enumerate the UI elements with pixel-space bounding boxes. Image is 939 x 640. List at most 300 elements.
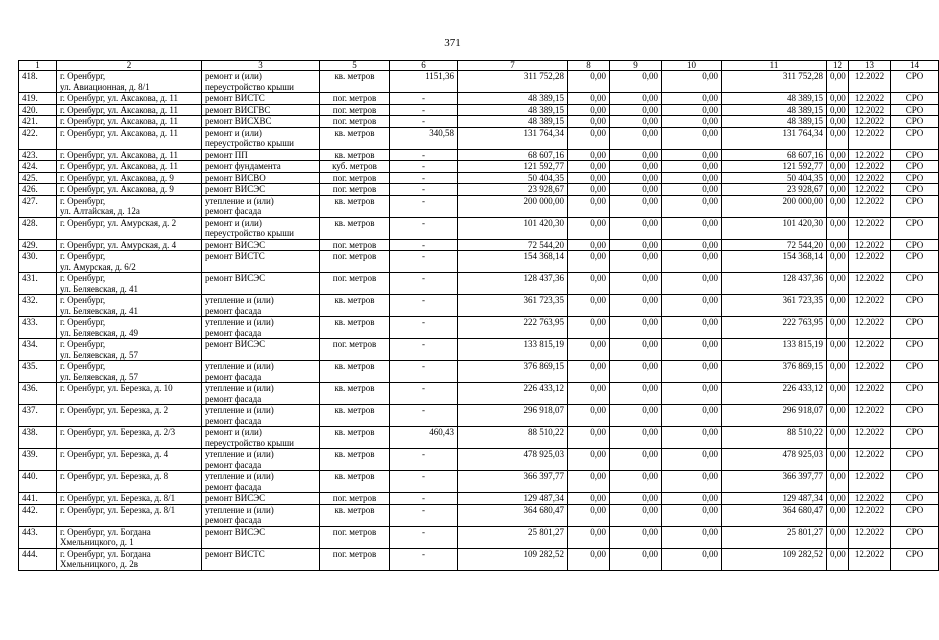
col12-cell: 0,00 xyxy=(827,251,849,273)
address-cell: г. Оренбург, ул. Амурская, д. 4 xyxy=(57,239,202,251)
col9-cell: 0,00 xyxy=(610,548,662,570)
col11-cell: 200 000,00 xyxy=(722,195,827,217)
unit-cell: пог. метров xyxy=(320,339,390,361)
work-type-cell: ремонт ВИСЭС xyxy=(202,339,320,361)
total-cost-cell: 48 389,15 xyxy=(458,93,568,105)
col9-cell: 0,00 xyxy=(610,127,662,149)
column-header-8: 8 xyxy=(568,61,610,71)
row-number: 421. xyxy=(19,116,57,128)
col8-cell: 0,00 xyxy=(568,273,610,295)
row-number: 434. xyxy=(19,339,57,361)
row-number: 432. xyxy=(19,295,57,317)
total-cost-cell: 121 592,77 xyxy=(458,161,568,173)
unit-cell: пог. метров xyxy=(320,93,390,105)
col11-cell: 133 815,19 xyxy=(722,339,827,361)
org-cell: СРО xyxy=(891,449,939,471)
col12-cell: 0,00 xyxy=(827,493,849,505)
col12-cell: 0,00 xyxy=(827,471,849,493)
work-type-cell: утепление и (или) ремонт фасада xyxy=(202,504,320,526)
col11-cell: 364 680,47 xyxy=(722,504,827,526)
row-number: 427. xyxy=(19,195,57,217)
date-cell: 12.2022 xyxy=(849,317,891,339)
unit-cell: пог. метров xyxy=(320,116,390,128)
col11-cell: 226 433,12 xyxy=(722,383,827,405)
quantity-cell: - xyxy=(390,361,458,383)
org-cell: СРО xyxy=(891,195,939,217)
col12-cell: 0,00 xyxy=(827,116,849,128)
address-cell: г. Оренбург, ул. Аксакова, д. 11 xyxy=(57,149,202,161)
table-row xyxy=(19,361,939,383)
date-cell: 12.2022 xyxy=(849,526,891,548)
work-type-cell: утепление и (или) ремонт фасада xyxy=(202,471,320,493)
col9-cell: 0,00 xyxy=(610,361,662,383)
col10-cell: 0,00 xyxy=(662,339,722,361)
org-cell: СРО xyxy=(891,427,939,449)
work-type-cell: ремонт ВИСГВС xyxy=(202,104,320,116)
table-row xyxy=(19,273,939,295)
org-cell: СРО xyxy=(891,184,939,196)
col12-cell: 0,00 xyxy=(827,383,849,405)
quantity-cell: - xyxy=(390,526,458,548)
col9-cell: 0,00 xyxy=(610,161,662,173)
work-type-cell: утепление и (или) ремонт фасада xyxy=(202,405,320,427)
col11-cell: 222 763,95 xyxy=(722,317,827,339)
col12-cell: 0,00 xyxy=(827,339,849,361)
table-row xyxy=(19,548,939,570)
address-cell: г. Оренбург, ул. Аксакова, д. 9 xyxy=(57,184,202,196)
col9-cell: 0,00 xyxy=(610,383,662,405)
col12-cell: 0,00 xyxy=(827,71,849,93)
unit-cell: кв. метров xyxy=(320,427,390,449)
quantity-cell: - xyxy=(390,339,458,361)
row-number: 429. xyxy=(19,239,57,251)
col9-cell: 0,00 xyxy=(610,317,662,339)
col10-cell: 0,00 xyxy=(662,317,722,339)
col10-cell: 0,00 xyxy=(662,195,722,217)
date-cell: 12.2022 xyxy=(849,471,891,493)
col10-cell: 0,00 xyxy=(662,504,722,526)
col9-cell: 0,00 xyxy=(610,471,662,493)
col9-cell: 0,00 xyxy=(610,184,662,196)
total-cost-cell: 200 000,00 xyxy=(458,195,568,217)
org-cell: СРО xyxy=(891,548,939,570)
date-cell: 12.2022 xyxy=(849,184,891,196)
col9-cell: 0,00 xyxy=(610,295,662,317)
date-cell: 12.2022 xyxy=(849,273,891,295)
col10-cell: 0,00 xyxy=(662,93,722,105)
col9-cell: 0,00 xyxy=(610,93,662,105)
row-number: 423. xyxy=(19,149,57,161)
table-row xyxy=(19,172,939,184)
col8-cell: 0,00 xyxy=(568,548,610,570)
table-body xyxy=(19,71,939,571)
column-header-12: 12 xyxy=(827,61,849,71)
unit-cell: пог. метров xyxy=(320,526,390,548)
col12-cell: 0,00 xyxy=(827,127,849,149)
address-cell: г. Оренбург, ул. Березка, д. 8 xyxy=(57,471,202,493)
quantity-cell: - xyxy=(390,548,458,570)
row-number: 433. xyxy=(19,317,57,339)
total-cost-cell: 101 420,30 xyxy=(458,217,568,239)
work-type-cell: утепление и (или) ремонт фасада xyxy=(202,449,320,471)
col8-cell: 0,00 xyxy=(568,172,610,184)
work-type-cell: ремонт ВИСТС xyxy=(202,93,320,105)
quantity-cell: - xyxy=(390,449,458,471)
col11-cell: 25 801,27 xyxy=(722,526,827,548)
org-cell: СРО xyxy=(891,104,939,116)
total-cost-cell: 226 433,12 xyxy=(458,383,568,405)
col8-cell: 0,00 xyxy=(568,116,610,128)
col10-cell: 0,00 xyxy=(662,493,722,505)
org-cell: СРО xyxy=(891,504,939,526)
table-row xyxy=(19,493,939,505)
org-cell: СРО xyxy=(891,93,939,105)
col10-cell: 0,00 xyxy=(662,383,722,405)
work-type-cell: ремонт ВИСЭС xyxy=(202,239,320,251)
col10-cell: 0,00 xyxy=(662,273,722,295)
col8-cell: 0,00 xyxy=(568,493,610,505)
col11-cell: 129 487,34 xyxy=(722,493,827,505)
col10-cell: 0,00 xyxy=(662,239,722,251)
quantity-cell: - xyxy=(390,295,458,317)
table-row xyxy=(19,93,939,105)
col12-cell: 0,00 xyxy=(827,161,849,173)
row-number: 436. xyxy=(19,383,57,405)
page-number: 371 xyxy=(444,37,461,49)
col9-cell: 0,00 xyxy=(610,239,662,251)
col9-cell: 0,00 xyxy=(610,172,662,184)
col11-cell: 296 918,07 xyxy=(722,405,827,427)
col8-cell: 0,00 xyxy=(568,295,610,317)
table-row xyxy=(19,116,939,128)
col11-cell: 361 723,35 xyxy=(722,295,827,317)
row-number: 435. xyxy=(19,361,57,383)
unit-cell: пог. метров xyxy=(320,172,390,184)
date-cell: 12.2022 xyxy=(849,504,891,526)
address-cell: г. Оренбург, ул. Березка, д. 2/3 xyxy=(57,427,202,449)
table-row xyxy=(19,383,939,405)
address-cell: г. Оренбург, ул. Беляевская, д. 41 xyxy=(57,273,202,295)
column-header-2: 2 xyxy=(57,61,202,71)
work-type-cell: утепление и (или) ремонт фасада xyxy=(202,383,320,405)
col11-cell: 311 752,28 xyxy=(722,71,827,93)
total-cost-cell: 376 869,15 xyxy=(458,361,568,383)
column-header-3: 3 xyxy=(202,61,320,71)
col9-cell: 0,00 xyxy=(610,526,662,548)
unit-cell: пог. метров xyxy=(320,493,390,505)
total-cost-cell: 50 404,35 xyxy=(458,172,568,184)
work-type-cell: ремонт и (или) переустройство крыши xyxy=(202,71,320,93)
org-cell: СРО xyxy=(891,471,939,493)
work-type-cell: ремонт ВИСЭС xyxy=(202,184,320,196)
unit-cell: кв. метров xyxy=(320,149,390,161)
col10-cell: 0,00 xyxy=(662,104,722,116)
table-row xyxy=(19,71,939,93)
work-type-cell: утепление и (или) ремонт фасада xyxy=(202,295,320,317)
table-row xyxy=(19,195,939,217)
work-type-cell: ремонт ПП xyxy=(202,149,320,161)
col9-cell: 0,00 xyxy=(610,195,662,217)
quantity-cell: - xyxy=(390,161,458,173)
address-cell: г. Оренбург, ул. Авиационная, д. 8/1 xyxy=(57,71,202,93)
total-cost-cell: 72 544,20 xyxy=(458,239,568,251)
row-number: 444. xyxy=(19,548,57,570)
row-number: 439. xyxy=(19,449,57,471)
col11-cell: 23 928,67 xyxy=(722,184,827,196)
col11-cell: 154 368,14 xyxy=(722,251,827,273)
quantity-cell: 460,43 xyxy=(390,427,458,449)
org-cell: СРО xyxy=(891,339,939,361)
col11-cell: 366 397,77 xyxy=(722,471,827,493)
total-cost-cell: 311 752,28 xyxy=(458,71,568,93)
col12-cell: 0,00 xyxy=(827,93,849,105)
col12-cell: 0,00 xyxy=(827,548,849,570)
total-cost-cell: 129 487,34 xyxy=(458,493,568,505)
col12-cell: 0,00 xyxy=(827,273,849,295)
quantity-cell: - xyxy=(390,104,458,116)
date-cell: 12.2022 xyxy=(849,195,891,217)
col10-cell: 0,00 xyxy=(662,116,722,128)
col12-cell: 0,00 xyxy=(827,295,849,317)
quantity-cell: 340,58 xyxy=(390,127,458,149)
address-cell: г. Оренбург, ул. Беляевская, д. 49 xyxy=(57,317,202,339)
address-cell: г. Оренбург, ул. Аксакова, д. 11 xyxy=(57,93,202,105)
work-type-cell: ремонт и (или) переустройство крыши xyxy=(202,127,320,149)
quantity-cell: - xyxy=(390,93,458,105)
unit-cell: пог. метров xyxy=(320,548,390,570)
table-row xyxy=(19,161,939,173)
col10-cell: 0,00 xyxy=(662,405,722,427)
quantity-cell: - xyxy=(390,251,458,273)
col11-cell: 131 764,34 xyxy=(722,127,827,149)
unit-cell: кв. метров xyxy=(320,195,390,217)
date-cell: 12.2022 xyxy=(849,251,891,273)
col12-cell: 0,00 xyxy=(827,104,849,116)
unit-cell: кв. метров xyxy=(320,71,390,93)
org-cell: СРО xyxy=(891,149,939,161)
total-cost-cell: 88 510,22 xyxy=(458,427,568,449)
address-cell: г. Оренбург, ул. Алтайская, д. 12а xyxy=(57,195,202,217)
address-cell: г. Оренбург, ул. Аксакова, д. 11 xyxy=(57,127,202,149)
work-type-cell: ремонт ВИСЭС xyxy=(202,493,320,505)
col8-cell: 0,00 xyxy=(568,195,610,217)
date-cell: 12.2022 xyxy=(849,427,891,449)
org-cell: СРО xyxy=(891,361,939,383)
col8-cell: 0,00 xyxy=(568,71,610,93)
row-number: 438. xyxy=(19,427,57,449)
unit-cell: кв. метров xyxy=(320,449,390,471)
date-cell: 12.2022 xyxy=(849,493,891,505)
work-type-cell: ремонт фундамента xyxy=(202,161,320,173)
org-cell: СРО xyxy=(891,317,939,339)
date-cell: 12.2022 xyxy=(849,548,891,570)
unit-cell: пог. метров xyxy=(320,273,390,295)
col9-cell: 0,00 xyxy=(610,149,662,161)
table-row xyxy=(19,239,939,251)
col12-cell: 0,00 xyxy=(827,427,849,449)
unit-cell: пог. метров xyxy=(320,251,390,273)
quantity-cell: - xyxy=(390,273,458,295)
table-row xyxy=(19,504,939,526)
col9-cell: 0,00 xyxy=(610,217,662,239)
date-cell: 12.2022 xyxy=(849,172,891,184)
col10-cell: 0,00 xyxy=(662,548,722,570)
col8-cell: 0,00 xyxy=(568,449,610,471)
total-cost-cell: 68 607,16 xyxy=(458,149,568,161)
col9-cell: 0,00 xyxy=(610,405,662,427)
quantity-cell: - xyxy=(390,504,458,526)
date-cell: 12.2022 xyxy=(849,217,891,239)
work-type-cell: ремонт ВИСТС xyxy=(202,548,320,570)
col12-cell: 0,00 xyxy=(827,504,849,526)
column-number-header-row xyxy=(19,61,939,71)
unit-cell: кв. метров xyxy=(320,217,390,239)
col11-cell: 68 607,16 xyxy=(722,149,827,161)
work-type-cell: ремонт ВИСХВС xyxy=(202,116,320,128)
row-number: 430. xyxy=(19,251,57,273)
total-cost-cell: 296 918,07 xyxy=(458,405,568,427)
col9-cell: 0,00 xyxy=(610,504,662,526)
date-cell: 12.2022 xyxy=(849,295,891,317)
total-cost-cell: 109 282,52 xyxy=(458,548,568,570)
col9-cell: 0,00 xyxy=(610,273,662,295)
quantity-cell: - xyxy=(390,172,458,184)
date-cell: 12.2022 xyxy=(849,383,891,405)
col12-cell: 0,00 xyxy=(827,449,849,471)
col8-cell: 0,00 xyxy=(568,504,610,526)
col11-cell: 48 389,15 xyxy=(722,116,827,128)
org-cell: СРО xyxy=(891,217,939,239)
unit-cell: кв. метров xyxy=(320,317,390,339)
table-row xyxy=(19,317,939,339)
col8-cell: 0,00 xyxy=(568,361,610,383)
unit-cell: кв. метров xyxy=(320,361,390,383)
col12-cell: 0,00 xyxy=(827,526,849,548)
date-cell: 12.2022 xyxy=(849,116,891,128)
total-cost-cell: 48 389,15 xyxy=(458,116,568,128)
col11-cell: 48 389,15 xyxy=(722,104,827,116)
column-header-1: 1 xyxy=(19,61,57,71)
date-cell: 12.2022 xyxy=(849,361,891,383)
col12-cell: 0,00 xyxy=(827,184,849,196)
total-cost-cell: 222 763,95 xyxy=(458,317,568,339)
row-number: 420. xyxy=(19,104,57,116)
column-header-13: 13 xyxy=(849,61,891,71)
unit-cell: пог. метров xyxy=(320,184,390,196)
work-type-cell: утепление и (или) ремонт фасада xyxy=(202,361,320,383)
address-cell: г. Оренбург, ул. Беляевская, д. 41 xyxy=(57,295,202,317)
work-type-cell: ремонт и (или) переустройство крыши xyxy=(202,427,320,449)
col10-cell: 0,00 xyxy=(662,172,722,184)
address-cell: г. Оренбург, ул. Аксакова, д. 11 xyxy=(57,161,202,173)
org-cell: СРО xyxy=(891,405,939,427)
address-cell: г. Оренбург, ул. Аксакова, д. 9 xyxy=(57,172,202,184)
col9-cell: 0,00 xyxy=(610,427,662,449)
col10-cell: 0,00 xyxy=(662,251,722,273)
total-cost-cell: 364 680,47 xyxy=(458,504,568,526)
col11-cell: 50 404,35 xyxy=(722,172,827,184)
date-cell: 12.2022 xyxy=(849,104,891,116)
col8-cell: 0,00 xyxy=(568,317,610,339)
repair-schedule-table xyxy=(18,60,939,571)
quantity-cell: - xyxy=(390,493,458,505)
table-row xyxy=(19,251,939,273)
org-cell: СРО xyxy=(891,295,939,317)
unit-cell: кв. метров xyxy=(320,504,390,526)
unit-cell: пог. метров xyxy=(320,239,390,251)
address-cell: г. Оренбург, ул. Амурская, д. 2 xyxy=(57,217,202,239)
work-type-cell: ремонт ВИСЭС xyxy=(202,273,320,295)
row-number: 431. xyxy=(19,273,57,295)
total-cost-cell: 23 928,67 xyxy=(458,184,568,196)
unit-cell: пог. метров xyxy=(320,104,390,116)
work-type-cell: ремонт ВИСВО xyxy=(202,172,320,184)
column-header-5: 5 xyxy=(320,61,390,71)
col9-cell: 0,00 xyxy=(610,71,662,93)
column-header-6: 6 xyxy=(390,61,458,71)
total-cost-cell: 48 389,15 xyxy=(458,104,568,116)
table-row xyxy=(19,526,939,548)
row-number: 440. xyxy=(19,471,57,493)
date-cell: 12.2022 xyxy=(849,449,891,471)
col9-cell: 0,00 xyxy=(610,449,662,471)
row-number: 437. xyxy=(19,405,57,427)
col8-cell: 0,00 xyxy=(568,405,610,427)
col10-cell: 0,00 xyxy=(662,526,722,548)
table-row xyxy=(19,104,939,116)
table-row xyxy=(19,127,939,149)
quantity-cell: - xyxy=(390,149,458,161)
col12-cell: 0,00 xyxy=(827,149,849,161)
address-cell: г. Оренбург, ул. Беляевская, д. 57 xyxy=(57,361,202,383)
column-header-14: 14 xyxy=(891,61,939,71)
unit-cell: куб. метров xyxy=(320,161,390,173)
col11-cell: 48 389,15 xyxy=(722,93,827,105)
row-number: 428. xyxy=(19,217,57,239)
col11-cell: 101 420,30 xyxy=(722,217,827,239)
column-header-9: 9 xyxy=(610,61,662,71)
quantity-cell: - xyxy=(390,317,458,339)
work-type-cell: ремонт ВИСЭС xyxy=(202,526,320,548)
address-cell: г. Оренбург, ул. Березка, д. 8/1 xyxy=(57,493,202,505)
table-row xyxy=(19,427,939,449)
col12-cell: 0,00 xyxy=(827,217,849,239)
date-cell: 12.2022 xyxy=(849,127,891,149)
address-cell: г. Оренбург, ул. Богдана Хмельницкого, д. 1 xyxy=(57,526,202,548)
work-type-cell: ремонт и (или) переустройство крыши xyxy=(202,217,320,239)
total-cost-cell: 154 368,14 xyxy=(458,251,568,273)
work-type-cell: утепление и (или) ремонт фасада xyxy=(202,195,320,217)
org-cell: СРО xyxy=(891,239,939,251)
total-cost-cell: 128 437,36 xyxy=(458,273,568,295)
org-cell: СРО xyxy=(891,273,939,295)
address-cell: г. Оренбург, ул. Амурская, д. 6/2 xyxy=(57,251,202,273)
date-cell: 12.2022 xyxy=(849,71,891,93)
table-row xyxy=(19,149,939,161)
col9-cell: 0,00 xyxy=(610,104,662,116)
col8-cell: 0,00 xyxy=(568,526,610,548)
address-cell: г. Оренбург, ул. Беляевская, д. 57 xyxy=(57,339,202,361)
col8-cell: 0,00 xyxy=(568,239,610,251)
col10-cell: 0,00 xyxy=(662,217,722,239)
date-cell: 12.2022 xyxy=(849,93,891,105)
col8-cell: 0,00 xyxy=(568,471,610,493)
col10-cell: 0,00 xyxy=(662,127,722,149)
org-cell: СРО xyxy=(891,383,939,405)
col10-cell: 0,00 xyxy=(662,361,722,383)
col10-cell: 0,00 xyxy=(662,449,722,471)
total-cost-cell: 366 397,77 xyxy=(458,471,568,493)
